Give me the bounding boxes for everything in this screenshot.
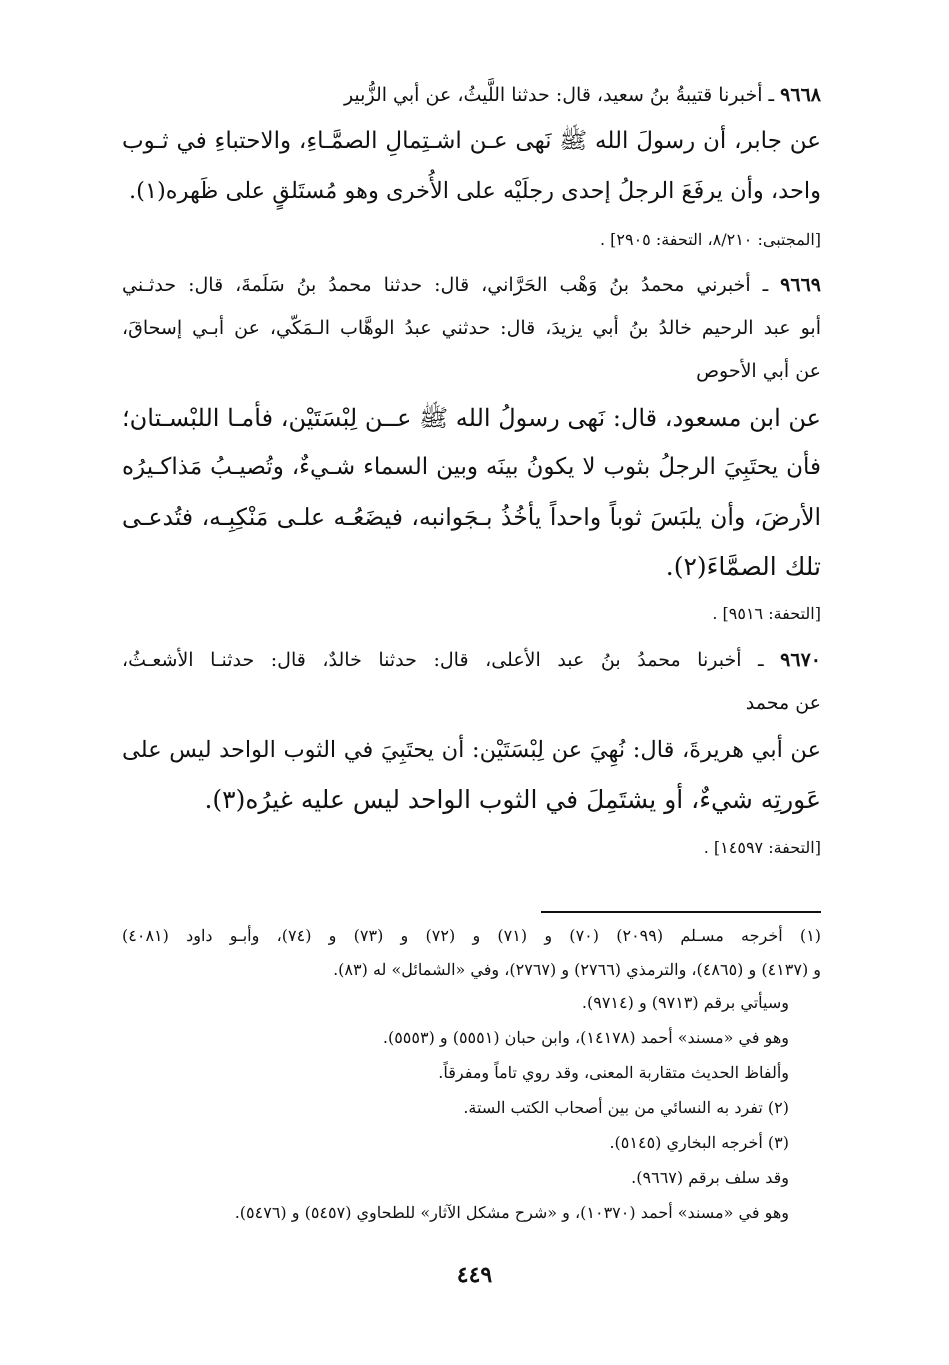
hadith-9670-matn-line: عَورتِه شيءٌ، أو يشتَمِلَ في الثوب الواحد ليس عليه غيرُه(٣). xyxy=(204,785,821,814)
hadith-9670-isnad-line xyxy=(122,651,821,670)
hadith-number: ٩٦٦٨ xyxy=(780,84,821,106)
isnad-text: ـ أخبرني محمدُ بنُ وَهْب الحَرَّاني، قال: حدثنا محمدُ بنُ سَلَمةَ، قال: حدثـني xyxy=(122,274,781,296)
hadith-9670-isnad-line: عن محمد xyxy=(745,692,821,714)
isnad-text: ـ أخبرنا محمدُ بنُ عبد الأعلى، قال: حدثنا خالدٌ، قال: حدثنـا الأشعـثُ، xyxy=(122,649,781,671)
hadith-9669-isnad-line: عن أبي الأحوص xyxy=(696,360,821,382)
hadith-9669-isnad-line xyxy=(122,276,821,295)
footnote-line: وهو في «مسند» أحمد (١٠٣٧٠)، و «شرح مشكل الآثار» للطحاوي (٥٤٥٧) و (٥٤٧٦). xyxy=(234,1203,789,1222)
hadith-9669-matn-line: عن ابن مسعود، قال: نَهى رسولُ الله ﷺ عــن لِبْسَتَيْن، فأمـا اللبْسـتان؛ xyxy=(122,404,821,432)
hadith-9668-matn-line: واحد، وأن يرفَعَ الرجلُ إحدى رجلَيْه على الأُخرى وهو مُستَلقٍ على ظَهره(١). xyxy=(129,178,821,204)
hadith-9668-isnad xyxy=(344,86,821,105)
hadith-9668-matn-line: عن جابر، أن رسولَ الله ﷺ نَهى عـن اشـتِمالِ الصمَّـاءِ، والاحتباءِ في ثـوب xyxy=(122,128,821,154)
footnote-line: وهو في «مسند» أحمد (١٤١٧٨)، وابن حبان (٥٥٥١) و (٥٥٥٣). xyxy=(382,1028,789,1047)
hadith-number: ٩٦٦٩ xyxy=(780,274,821,296)
hadith-number: ٩٦٧٠ xyxy=(780,649,821,671)
hadith-9669-matn-line: فأن يحتَبِيَ الرجلُ بثوب لا يكونُ بينَه وبين السماء شـيءٌ، وتُصيـبُ مَذاكـيرُه xyxy=(122,454,821,480)
page-number: ٤٤٩ xyxy=(456,1262,493,1288)
hadith-9668-reference: [المجتبى: ٨/٢١٠، التحفة: ٢٩٠٥] . xyxy=(599,230,821,249)
hadith-9669-matn-line: تلك الصمَّاءَ(٢). xyxy=(665,552,821,581)
footnote-line: وسيأتي برقم (٩٧١٣) و (٩٧١٤). xyxy=(581,993,789,1012)
hadith-9670-matn-line: عن أبي هريرةَ، قال: نُهِيَ عن لِبْسَتَيْن: أن يحتَبِيَ في الثوب الواحد ليس على xyxy=(122,737,821,763)
footnote-line: و (٤١٣٧) و (٤٨٦٥)، والترمذي (٢٧٦٦) و (٢٧٦٧)، وفي «الشمائل» له (٨٣). xyxy=(333,960,821,979)
hadith-9669-reference: [التحفة: ٩٥١٦] . xyxy=(712,604,821,623)
hadith-9670-reference: [التحفة: ١٤٥٩٧] . xyxy=(703,838,821,857)
footnote-line: (١) أخرجه مسـلم (٢٠٩٩) (٧٠) و (٧١) و (٧٢) و (٧٣) و (٧٤)، وأبـو داود (٤٠٨١) xyxy=(122,926,822,945)
isnad-text: ـ أخبرنا قتيبةُ بنُ سعيد، قال: حدثنا اللَّيثُ، عن أبي الزُّبير xyxy=(343,84,781,106)
footnote-line: وقد سلف برقم (٩٦٦٧). xyxy=(631,1168,789,1187)
hadith-9669-isnad-line: أبو عبد الرحيم خالدُ بنُ أبي يزيدَ، قال: حدثني عبدُ الوهَّاب الـمَكّي، عن أبـي إسحاقَ، xyxy=(122,317,821,339)
footnote-line: وألفاظ الحديث متقاربة المعنى، وقد روي تاماً ومفرقاً. xyxy=(438,1063,789,1082)
hadith-9669-matn-line: الأرضَ، وأن يلبَسَ ثوباً واحداً يأخُذُ بـجَوانبه، فيضَعُـه علـى مَنْكِبِـه، فتُدعـى xyxy=(122,503,821,531)
footnote-separator xyxy=(541,911,821,913)
footnote-line: (٢) تفرد به النسائي من بين أصحاب الكتب الستة. xyxy=(463,1098,789,1117)
footnote-line: (٣) أخرجه البخاري (٥١٤٥). xyxy=(609,1133,789,1152)
